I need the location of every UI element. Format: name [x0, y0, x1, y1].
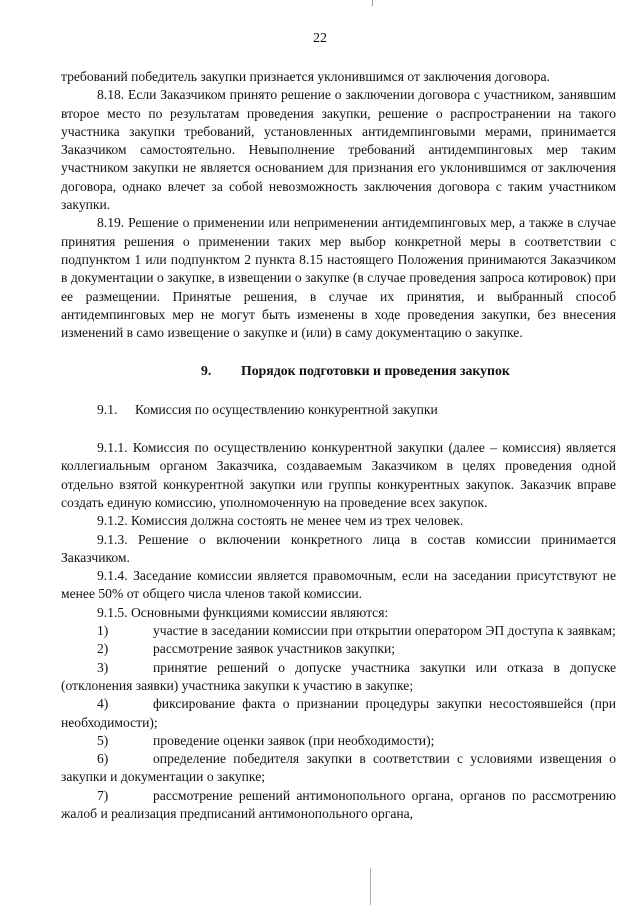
list-item-text: проведение оценки заявок (при необходимости);	[153, 732, 435, 748]
section-heading	[61, 362, 616, 380]
list-item-number: 6)	[97, 751, 109, 767]
list-item-number: 4)	[97, 696, 109, 712]
subsection-number: 9.1.	[97, 401, 118, 417]
paragraph-8-19: 8.19. Решение о применении или неприменении антидемпинговых мер, а также в случае принятия решения о применении таких мер выбор конкретной меры в соответствии с подпунктом 1 или подпунктом 2 пункта 8.15 настоящего Положения принимаются Заказчиком в документации о закупке, в извещении о закупке (в случае проведения запроса котировок) при ее размещении. Принятые решения, в случае их принятия, и выбранный способ антидемпинговых мер не могут быть изменены в ходе проведения закупки, без внесения изменений в само извещение о закупке и (или) в саму документацию о закупке.	[61, 215, 616, 341]
paragraph-9-1-4: 9.1.4. Заседание комиссии является правомочным, если на заседании присутствуют не менее 50% от общего числа членов такой комиссии.	[61, 568, 616, 602]
page-number: 22	[313, 31, 327, 46]
list-item	[61, 640, 616, 658]
list-item-text: рассмотрение заявок участников закупки;	[153, 641, 396, 657]
scan-mark-top	[372, 0, 373, 6]
section-number: 9.	[201, 363, 212, 379]
list-item-text: фиксирование факта о признании процедуры закупки несостоявшейся (при необходимости);	[61, 696, 616, 730]
list-item-text: определение победителя закупки в соответствии с условиями извещения о закупки и документации о закупке;	[61, 751, 616, 785]
page-content	[61, 68, 616, 823]
subsection-title: Комиссия по осуществлению конкурентной закупки	[135, 401, 438, 417]
list-item-text: рассмотрение решений антимонопольного органа, органов по рассмотрению жалоб и реализация предписаний антимонопольного органа,	[61, 787, 616, 821]
list-item	[61, 659, 616, 696]
list-item-number: 1)	[97, 623, 109, 639]
paragraph-9-1-2: 9.1.2. Комиссия должна состоять не менее чем из трех человек.	[97, 513, 464, 529]
list-item-text: участие в заседании комиссии при открытии оператором ЭП доступа к заявкам;	[153, 623, 616, 639]
paragraph-continuation: требований победитель закупки признается уклонившимся от заключения договора.	[61, 69, 550, 84]
list-item	[61, 787, 616, 824]
subsection-heading	[61, 401, 616, 419]
paragraph-9-1-5: 9.1.5. Основными функциями комиссии являются:	[97, 604, 389, 620]
list-item-number: 3)	[97, 659, 109, 675]
paragraph-8-18: 8.18. Если Заказчиком принято решение о заключении договора с участником, занявшим второе место по результатам проведения закупки, решение о распространении на такого участника закупки требований, установленных антидемпинговыми мерами, принимается Заказчиком самостоятельно. Невыполнение требований антидемпинговых мер таким участником закупки не является основанием для признания его уклонившимся от заключения договора, однако влечет за собой невозможность заключения договора с таким участником закупки.	[61, 87, 616, 213]
section-title: Порядок подготовки и проведения закупок	[241, 363, 510, 379]
scan-mark-bottom	[370, 868, 371, 905]
list-item	[61, 750, 616, 787]
paragraph-9-1-1: 9.1.1. Комиссия по осуществлению конкурентной закупки (далее – комиссия) является коллегиальным органом Заказчика, создаваемым Заказчиком в целях проведения одной отдельно взятой конкурентной закупки или группы конкурентных закупок. Заказчик вправе создать единую комиссию, уполномоченную на проведение всех закупок.	[61, 440, 616, 510]
list-item	[61, 732, 616, 750]
list-item-number: 7)	[97, 787, 109, 803]
list-item-text: принятие решений о допуске участника закупки или отказа в допуске (отклонения заявки) участника закупки к участию в закупке;	[61, 659, 616, 693]
list-item	[61, 622, 616, 640]
list-item	[61, 695, 616, 732]
list-item-number: 5)	[97, 732, 109, 748]
list-item-number: 2)	[97, 641, 109, 657]
paragraph-9-1-3: 9.1.3. Решение о включении конкретного лица в состав комиссии принимается Заказчиком.	[61, 531, 616, 565]
